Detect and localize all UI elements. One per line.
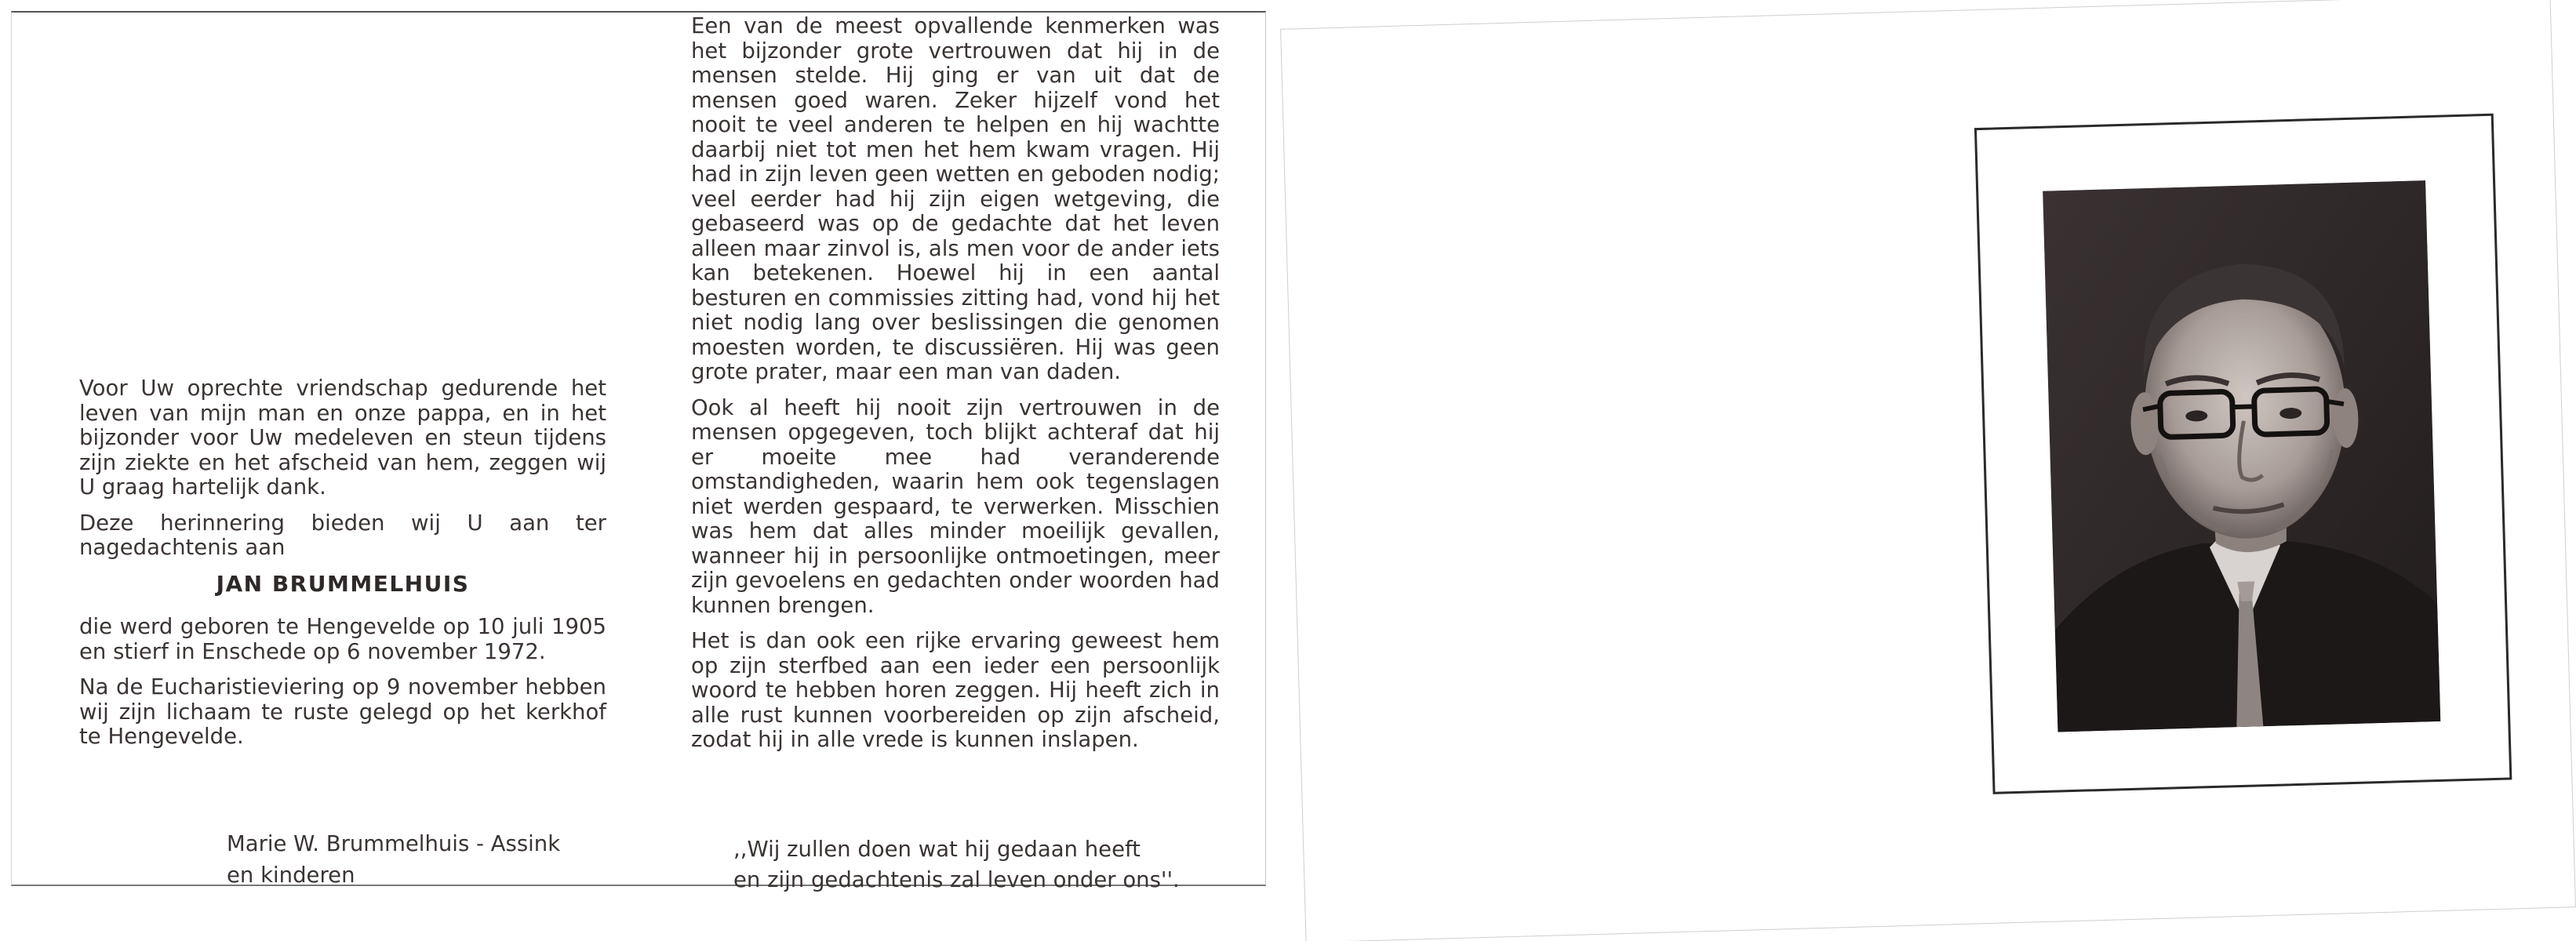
inner-page xyxy=(11,11,1266,892)
burial-paragraph: Na de Eucharistieviering op 9 november hebben wij zijn lichaam te ruste gelegd op het kerkhof te Hengevelde. xyxy=(79,674,606,749)
tribute-paragraph: Ook al heeft hij nooit zijn vertrouwen in de mensen opgegeven, toch blijkt achteraf dat hij er moeite mee had veranderende omstandigheden, waarin hem ook tegenslagen niet werden gespaard, te verwerken. Misschien was hem dat alles minder moeilijk gevallen, wanneer hij in persoonlijke ontmoetingen, meer zijn gevoelens en gedachten onder woorden had kunnen brengen. xyxy=(691,394,1220,618)
portrait-illustration xyxy=(2043,180,2440,732)
deceased-name: JAN BRUMMELHUIS xyxy=(216,570,470,597)
left-text-column xyxy=(79,376,606,761)
quote-line: ,,Wij zullen doen wat hij gedaan heeft xyxy=(733,837,1141,862)
thanks-paragraph: Voor Uw oprechte vriendschap gedurende het leven van mijn man en onze pappa, en in het bijzonder voor Uw medeleven en steun tijdens zijn ziekte en het afscheid van hem, zeggen wij U graag hartelijk dank. xyxy=(79,376,606,500)
signature-block xyxy=(227,828,560,891)
closing-quote xyxy=(733,834,1235,896)
quote-line: en zijn gedachtenis zal leven onder ons''. xyxy=(733,867,1180,892)
front-page xyxy=(1280,0,2576,941)
signature-line: en kinderen xyxy=(227,863,355,888)
tribute-paragraph: Een van de meest opvallende kenmerken was het bijzonder grote vertrouwen dat hij in de mensen stelde. Hij ging er van uit dat de mensen goed waren. Zeker hijzelf vond het nooit te veel anderen te helpen en hij wachtte daarbij niet tot men het hem kwam vragen. Hij had in zijn leven geen wetten en geboden nodig; veel eerder had hij zijn eigen wetgeving, die gebaseerd was op de gedachte dat het leven alleen maar zinvol is, als men voor de ander iets kan betekenen. Hoewel hij in een aantal besturen en commissies zitting had, vond hij het niet nodig lang over beslissingen die genomen moesten worden, te discussiëren. Hij was geen grote prater, maar een man van daden. xyxy=(691,13,1220,384)
remembrance-paragraph: Deze herinnering bieden wij U aan ter nagedachtenis aan xyxy=(79,510,606,560)
signature-line: Marie W. Brummelhuis - Assink xyxy=(227,831,561,856)
photo-frame xyxy=(1974,114,2512,794)
portrait-photo-icon xyxy=(2043,180,2440,732)
birth-death-paragraph: die werd geboren te Hengevelde op 10 juli 1905 en stierf in Enschede op 6 november 1972. xyxy=(79,614,606,664)
right-text-column xyxy=(691,14,1220,764)
tribute-paragraph: Het is dan ook een rijke ervaring geweest hem op zijn sterfbed aan een ieder een persoonlijk woord te hebben horen zeggen. Hij heeft zich in alle rust kunnen voorbereiden op zijn afscheid, zodat hij in alle vrede is kunnen inslapen. xyxy=(691,628,1220,752)
